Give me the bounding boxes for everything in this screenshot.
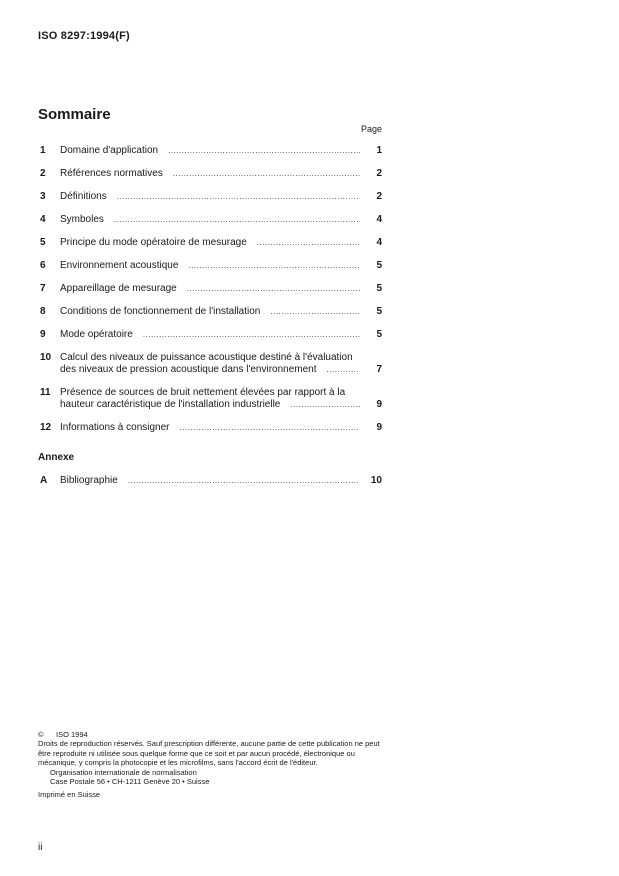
toc-page: 7 (376, 364, 382, 375)
copyright-address: Case Postale 56 • CH-1211 Genève 20 • Suisse (50, 777, 210, 787)
toc-page: 2 (376, 168, 382, 179)
copyright-printed: Imprimé en Suisse (38, 790, 101, 800)
toc-title: Informations à consigner (60, 422, 170, 433)
toc-number: 5 (40, 237, 46, 248)
toc-page: 9 (376, 422, 382, 433)
toc-row (38, 386, 382, 421)
toc-page: 4 (376, 237, 382, 248)
table-of-contents (38, 144, 382, 444)
dot-leader (180, 422, 360, 433)
toc-number: 10 (40, 352, 52, 363)
toc-number: 12 (40, 422, 52, 433)
toc-page: 5 (376, 283, 382, 294)
page-number: ii (38, 842, 43, 853)
toc-number: 11 (40, 387, 51, 398)
page-title: Sommaire (38, 106, 111, 123)
toc-row (38, 167, 382, 190)
dot-leader (117, 191, 360, 202)
copyright-symbol: © (38, 730, 44, 739)
toc-title: Références normatives (60, 168, 163, 179)
toc-title: Conditions de fonctionnement de l'installation (60, 306, 261, 317)
toc-title: Mode opératoire (60, 329, 133, 340)
toc-row (38, 236, 382, 259)
toc-row (38, 421, 382, 444)
toc-row (38, 144, 382, 167)
dot-leader (327, 364, 360, 375)
dot-leader (143, 329, 360, 340)
dot-leader (114, 214, 360, 225)
toc-title: des niveaux de pression acoustique dans l'environnement (60, 364, 317, 375)
toc-number: 2 (40, 168, 46, 179)
copyright-rights: Droits de reproduction réservés. Sauf prescription différente, aucune partie de cette publication ne peut être reproduite ni utilisée sous quelque forme que ce soit et par aucun procédé, électronique ou mécanique, y compris la photocopie et les microfilms, sans l'accord écrit de l'éditeur. (38, 739, 380, 768)
toc-number: 9 (40, 329, 46, 340)
toc-page: 5 (376, 260, 382, 271)
toc-page: 10 (370, 475, 382, 486)
toc-row (38, 351, 382, 386)
dot-leader (128, 475, 360, 486)
annexe-list (38, 474, 382, 497)
toc-title: Calcul des niveaux de puissance acoustique destiné à l'évaluation (60, 352, 353, 363)
page-column-label: Page (360, 124, 382, 134)
toc-row (38, 190, 382, 213)
toc-title: Bibliographie (60, 475, 118, 486)
annexe-heading: Annexe (38, 452, 75, 463)
toc-row (38, 474, 382, 497)
copyright-block (38, 730, 383, 800)
toc-row (38, 259, 382, 282)
toc-page: 4 (376, 214, 382, 225)
toc-row (38, 305, 382, 328)
toc-title: Appareillage de mesurage (60, 283, 177, 294)
toc-page: 5 (376, 306, 382, 317)
toc-title: Domaine d'application (60, 145, 159, 156)
toc-page: 9 (376, 399, 382, 410)
dot-leader (168, 145, 360, 156)
toc-number: 8 (40, 306, 46, 317)
copyright-org: Organisation internationale de normalisation (50, 767, 197, 777)
toc-number: 3 (40, 191, 46, 202)
toc-title: Environnement acoustique (60, 260, 179, 271)
dot-leader (290, 399, 360, 410)
toc-title: Symboles (60, 214, 104, 225)
toc-row (38, 328, 382, 351)
toc-number: 6 (40, 260, 46, 271)
dot-leader (257, 237, 360, 248)
toc-number: 1 (40, 145, 46, 156)
dot-leader (270, 306, 360, 317)
dot-leader (188, 260, 360, 271)
toc-title: hauteur caractéristique de l'installation industrielle (60, 399, 281, 410)
toc-number: 7 (40, 283, 46, 294)
toc-page: 2 (376, 191, 382, 202)
toc-row (38, 213, 382, 236)
toc-number: A (40, 475, 48, 486)
toc-title: Présence de sources de bruit nettement élevées par rapport à la (60, 387, 346, 398)
toc-page: 1 (376, 145, 382, 156)
toc-title: Principe du mode opératoire de mesurage (60, 237, 247, 248)
document-header: ISO 8297:1994(F) (38, 30, 130, 42)
toc-page: 5 (376, 329, 382, 340)
toc-row (38, 282, 382, 305)
copyright-line: ISO 1994 (56, 730, 88, 739)
dot-leader (187, 283, 360, 294)
toc-title: Définitions (60, 191, 107, 202)
toc-number: 4 (40, 214, 46, 225)
dot-leader (173, 168, 360, 179)
